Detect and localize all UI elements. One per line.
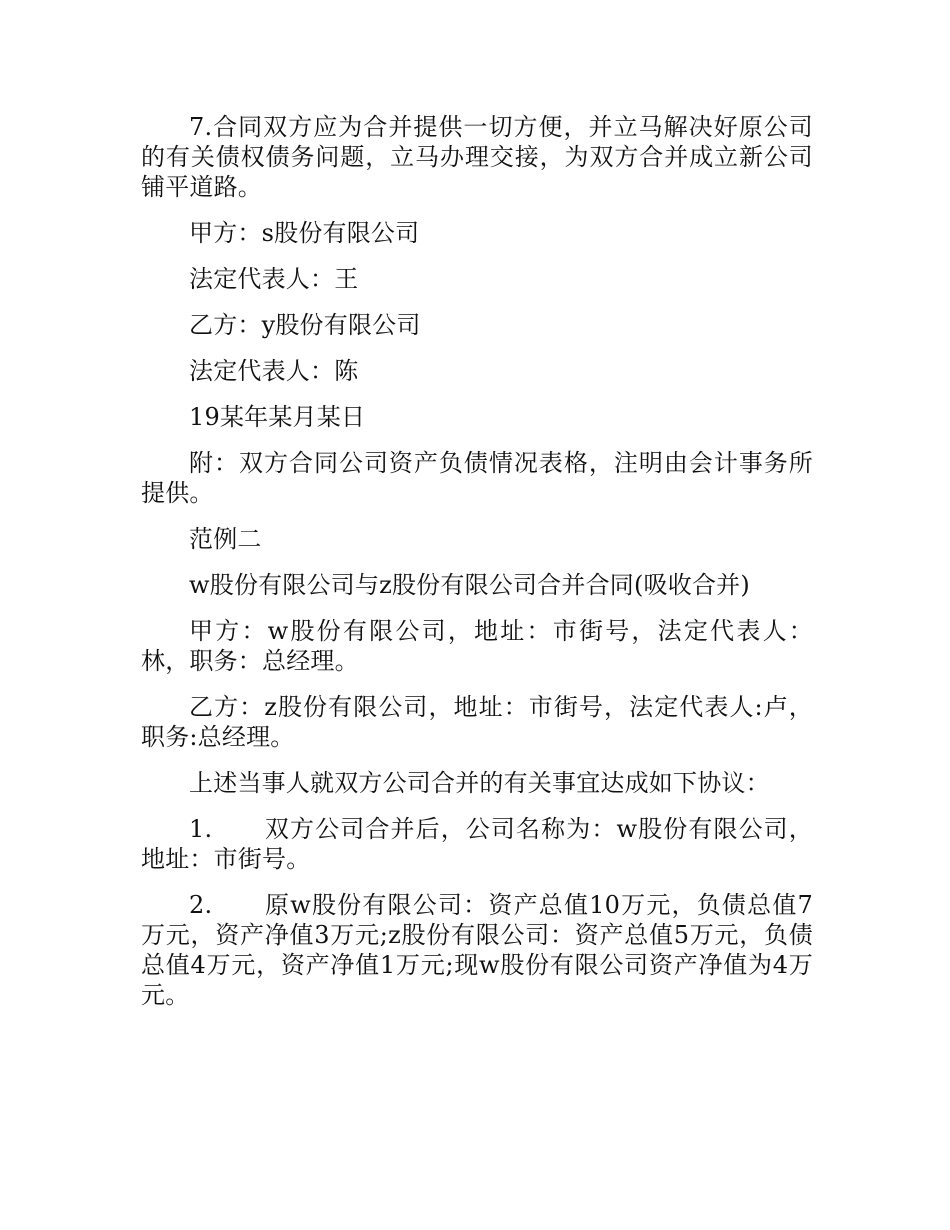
paragraph-party-a-representative: 法定代表人：王 [189,265,359,293]
paragraph-party-b: 乙方：y股份有限公司 [189,311,421,339]
paragraph-clause-7: 7.合同双方应为合并提供一切方便，并立马解决好原公司的有关债权债务问题，立马办理交接，为双方合并成立新公司铺平道路。 [141,113,813,201]
contract-title: w股份有限公司与z股份有限公司合并合同(吸收合并) [189,571,750,599]
section-heading-example-two: 范例二 [189,525,262,553]
paragraph-attachment-note: 附：双方合同公司资产负债情况表格，注明由会计事务所提供。 [141,449,813,507]
paragraph-party-a: 甲方：s股份有限公司 [189,219,420,247]
list-item-1 [141,814,813,874]
paragraph-agreement-intro: 上述当事人就双方公司合并的有关事宜达成如下协议： [189,769,770,797]
list-item-1-text: 双方公司合并后，公司名称为：w股份有限公司，地址：市街号。 [141,815,813,873]
paragraph-date: 19某年某月某日 [189,403,366,431]
paragraph-party-b-details: 乙方：z股份有限公司，地址：市街号，法定代表人:卢，职务:总经理。 [141,693,813,751]
paragraph-party-b-representative: 法定代表人：陈 [189,357,359,385]
list-item-2-text: 原w股份有限公司：资产总值10万元，负债总值7万元，资产净值3万元;z股份有限公司：资产总值5万元，负债总值4万元，资产净值1万元;现w股份有限公司资产净值为4万元。 [141,891,813,1009]
list-item-2 [141,890,813,1010]
paragraph-party-a-details: 甲方：w股份有限公司，地址：市街号，法定代表人：林，职务：总经理。 [141,617,813,675]
list-item-2-number: 2. [189,891,213,919]
list-item-1-number: 1. [189,815,213,843]
document-body [141,112,813,1026]
